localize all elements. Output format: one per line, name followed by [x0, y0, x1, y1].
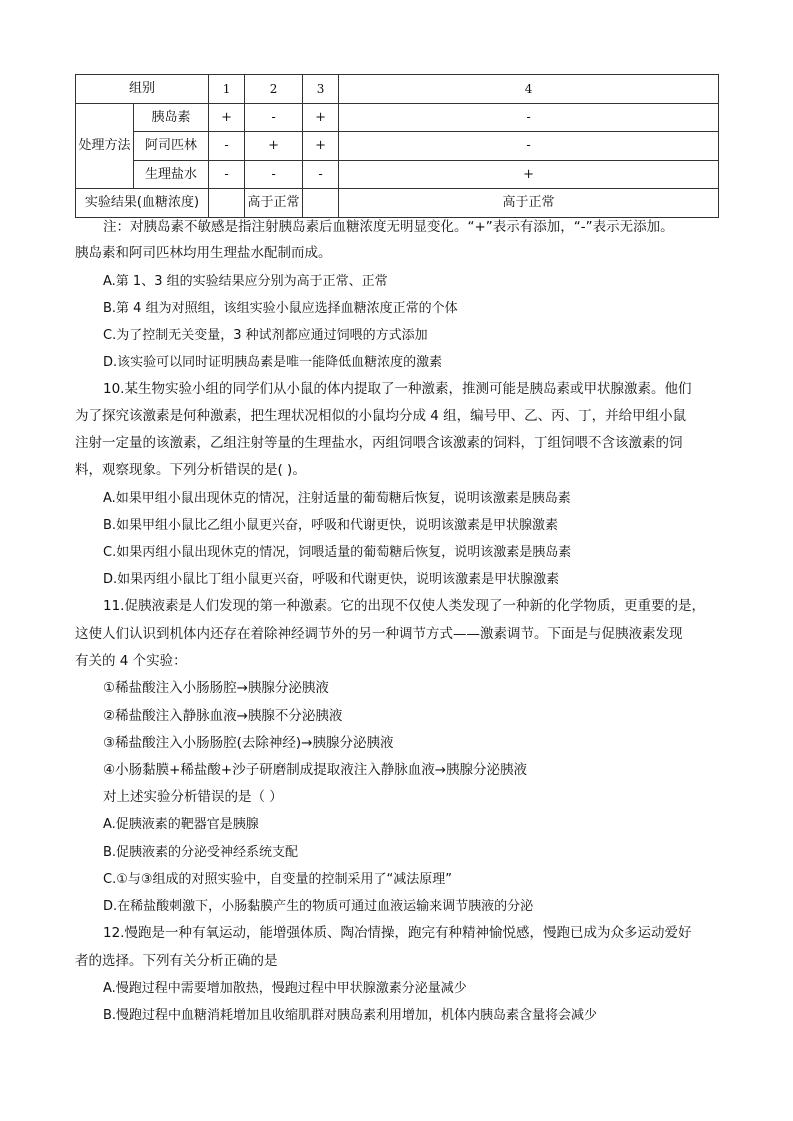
table-cell	[209, 189, 245, 218]
header-col-3: 3	[303, 75, 339, 104]
table-cell: -	[209, 132, 245, 161]
q10-stem-line: 料，观察现象。下列分析错误的是( )。	[75, 462, 306, 478]
table-cell: -	[209, 160, 245, 189]
table-cell	[303, 189, 339, 218]
table-cell: -	[245, 160, 303, 189]
table-cell: +	[339, 160, 719, 189]
q9-option-c: C.为了控制无关变量，3 种试剂都应通过饲喂的方式添加	[103, 328, 428, 343]
table-row	[76, 160, 719, 189]
q11-option-a: A.促胰液素的靶器官是胰腺	[103, 817, 259, 832]
q11-experiment: ②稀盐酸注入静脉血液→胰腺不分泌胰液	[103, 708, 343, 724]
result-label: 实验结果(血糖浓度)	[76, 189, 209, 218]
q10-option-c: C.如果丙组小鼠出现休克的情况，饲喂适量的葡萄糖后恢复，说明该激素是胰岛素	[103, 545, 572, 560]
q12-stem-line: 者的选择。下列有关分析正确的是	[75, 953, 278, 969]
note-line: 胰岛素和阿司匹林均用生理盐水配制而成。	[75, 245, 332, 261]
row-label: 阿司匹林	[134, 132, 209, 161]
q11-stem-line: 这使人们认识到机体内还存在着除神经调节外的另一种调节方式——激素调节。下面是与促胰液素发现	[75, 626, 683, 642]
table-result-row	[76, 189, 719, 218]
q12-option-a: A.慢跑过程中需要增加散热，慢跑过程中甲状腺激素分泌量减少	[103, 981, 467, 996]
q11-option-d: D.在稀盐酸刺激下，小肠黏膜产生的物质可通过血液运输来调节胰液的分泌	[103, 899, 534, 914]
table-cell: -	[339, 103, 719, 132]
table-cell: +	[209, 103, 245, 132]
table-row	[76, 132, 719, 161]
table-cell: 高于正常	[339, 189, 719, 218]
q10-stem-line: 为了探究该激素是何种激素，把生理状况相似的小鼠均分成 4 组，编号甲、乙、丙、丁，并给甲组小鼠	[75, 408, 687, 424]
header-group: 组别	[76, 75, 209, 104]
q11-option-b: B.促胰液素的分泌受神经系统支配	[103, 845, 299, 860]
experiment-table	[75, 74, 719, 218]
table-cell: +	[303, 132, 339, 161]
table-row	[76, 103, 719, 132]
q10-option-a: A.如果甲组小鼠出现休克的情况，注射适量的葡萄糖后恢复，说明该激素是胰岛素	[103, 491, 571, 506]
q11-question: 对上述实验分析错误的是（ ）	[103, 789, 283, 805]
q12-option-b: B.慢跑过程中血糖消耗增加且收缩肌群对胰岛素利用增加，机体内胰岛素含量将会减少	[103, 1008, 598, 1023]
q10-option-b: B.如果甲组小鼠比乙组小鼠更兴奋，呼吸和代谢更快，说明该激素是甲状腺激素	[103, 518, 559, 533]
q11-option-c: C.①与③组成的对照实验中，自变量的控制采用了“减法原理”	[103, 872, 452, 887]
q9-option-a: A.第 1、3 组的实验结果应分别为高于正常、正常	[103, 274, 388, 289]
note-line: 注：对胰岛素不敏感是指注射胰岛素后血糖浓度无明显变化。“+”表示有添加，“-”表示无添加。	[103, 219, 674, 235]
header-col-4: 4	[339, 75, 719, 104]
q10-option-d: D.如果丙组小鼠比丁组小鼠更兴奋，呼吸和代谢更快，说明该激素是甲状腺激素	[103, 572, 560, 587]
q11-experiment: ③稀盐酸注入小肠肠腔(去除神经)→胰腺分泌胰液	[103, 735, 394, 751]
q9-option-d: D.该实验可以同时证明胰岛素是唯一能降低血糖浓度的激素	[103, 355, 443, 370]
q11-experiment: ①稀盐酸注入小肠肠腔→胰腺分泌胰液	[103, 680, 329, 696]
table-cell: -	[245, 103, 303, 132]
table-cell: +	[245, 132, 303, 161]
table-cell: 高于正常	[245, 189, 303, 218]
q9-option-b: B.第 4 组为对照组，该组实验小鼠应选择血糖浓度正常的个体	[103, 301, 458, 316]
table-cell: -	[303, 160, 339, 189]
q10-stem-line: 注射一定量的该激素，乙组注射等量的生理盐水，丙组饲喂含该激素的饲料，丁组饲喂不含该激素的饲	[75, 435, 683, 451]
q11-stem-line: 11.促胰液素是人们发现的第一种激素。它的出现不仅使人类发现了一种新的化学物质，更重要的是，	[103, 598, 705, 614]
row-label: 胰岛素	[134, 103, 209, 132]
header-col-2: 2	[245, 75, 303, 104]
table-cell: +	[303, 103, 339, 132]
q11-stem-line: 有关的 4 个实验：	[75, 653, 187, 669]
table-cell: -	[339, 132, 719, 161]
header-col-1: 1	[209, 75, 245, 104]
q10-stem-line: 10.某生物实验小组的同学们从小鼠的体内提取了一种激素，推测可能是胰岛素或甲状腺激素。他们	[103, 381, 692, 397]
q11-experiment: ④小肠黏膜+稀盐酸+沙子研磨制成提取液注入静脉血液→胰腺分泌胰液	[103, 762, 528, 778]
table-header-row	[76, 75, 719, 104]
q12-stem-line: 12.慢跑是一种有氧运动，能增强体质、陶冶情操，跑完有种精神愉悦感，慢跑已成为众多运动爱好	[103, 925, 692, 941]
row-label: 生理盐水	[134, 160, 209, 189]
treatment-group-label: 处理方法	[76, 103, 134, 189]
